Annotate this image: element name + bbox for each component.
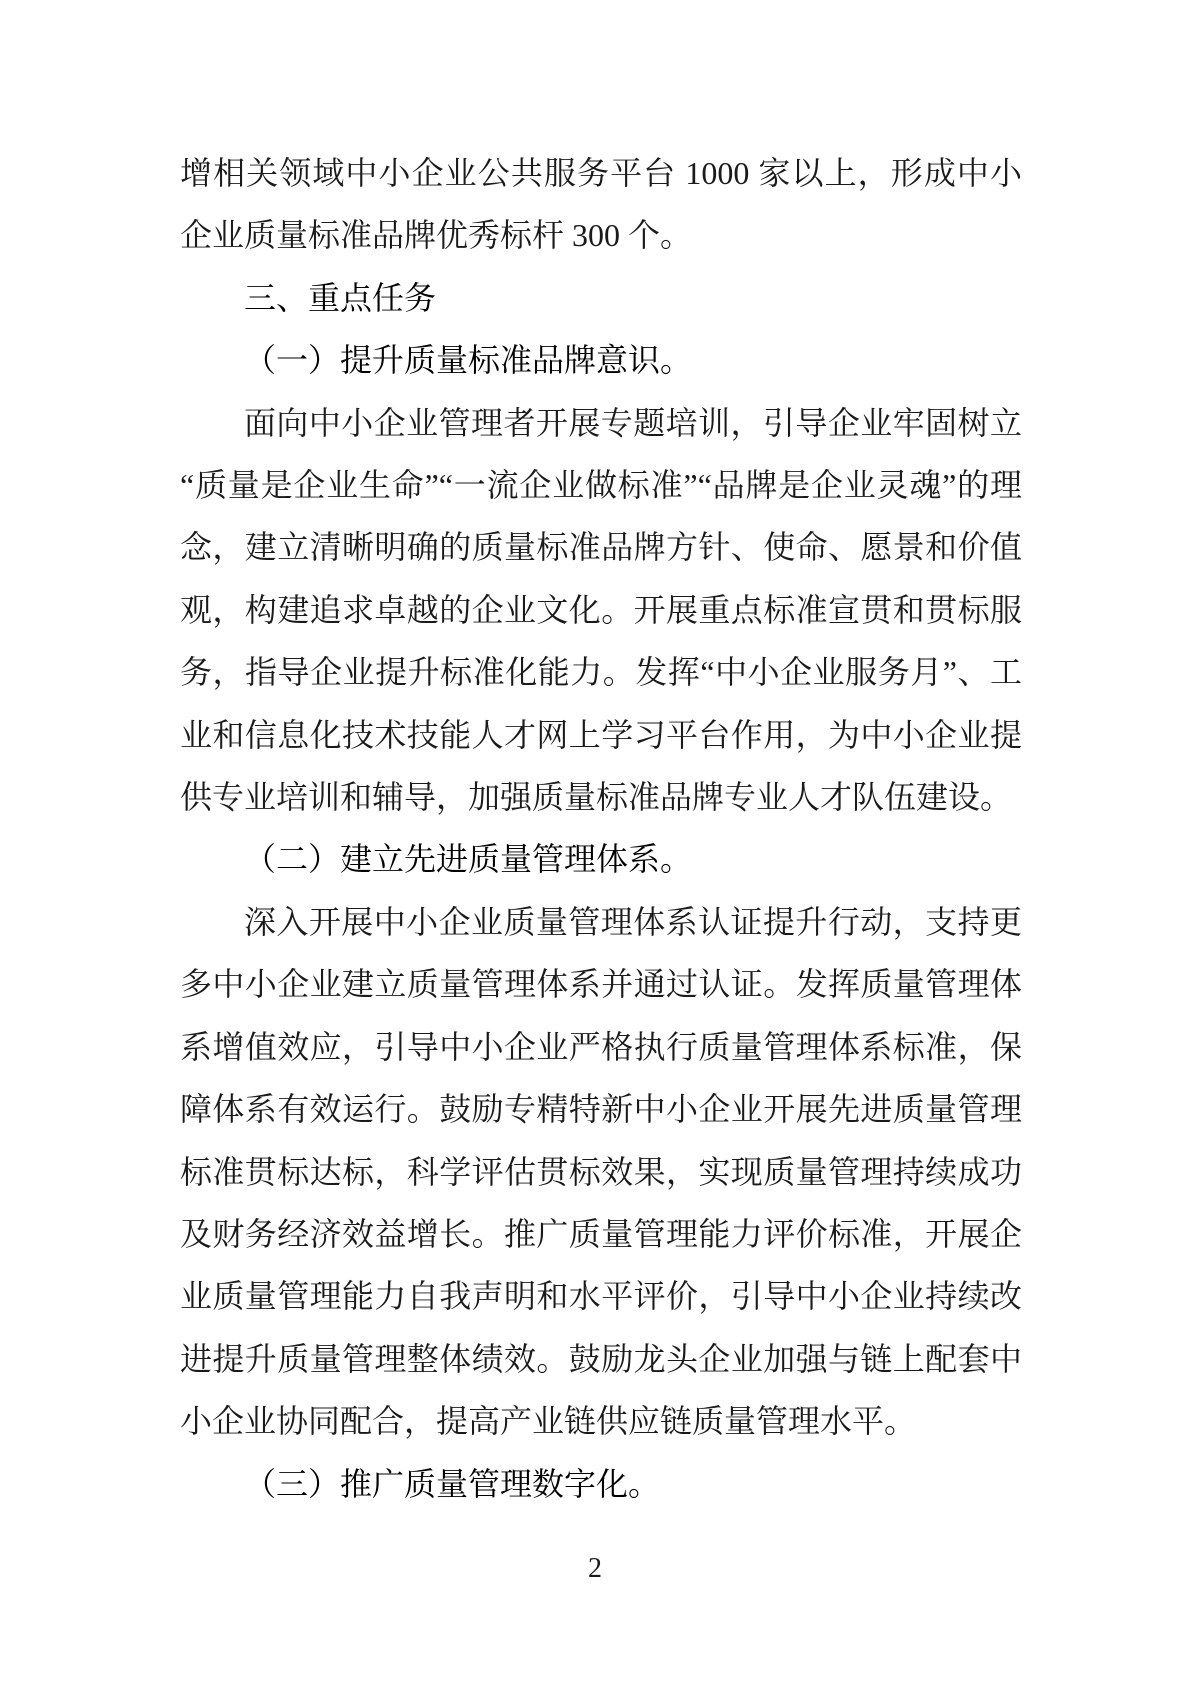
subsection-heading-3-quality-digitalization: （三）推广质量管理数字化。 <box>244 1465 661 1502</box>
page-number: 2 <box>588 1553 602 1584</box>
paragraph-1-brand-awareness: 面向中小企业管理者开展专题培训，引导企业牢固树立“质量是企业生命”“一流企业做标准”“品牌是企业灵魂”的理念，建立清晰明确的质量标准品牌方针、使命、愿景和价值观，构建追求卓越的企业文化。开展重点标准宣贯和贯标服务，指导企业提升标准化能力。发挥“中小企业服务月”、工业和信息化技术技能人才网上学习平台作用，为中小企业提供专业培训和辅导，加强质量标准品牌专业人才队伍建设。 <box>180 404 1022 816</box>
section-heading-key-tasks: 三、重点任务 <box>244 279 437 316</box>
subsection-heading-2-quality-management-system: （二）建立先进质量管理体系。 <box>244 841 693 878</box>
paragraph-continuation: 增相关领域中小企业公共服务平台 1000 家以上，形成中小企业质量标准品牌优秀标杆 300 个。 <box>180 155 1022 254</box>
document-body <box>180 142 1022 1515</box>
subsection-heading-1-brand-awareness: （一）提升质量标准品牌意识。 <box>244 342 693 379</box>
paragraph-2-quality-management-system: 深入开展中小企业质量管理体系认证提升行动，支持更多中小企业建立质量管理体系并通过认证。发挥质量管理体系增值效应，引导中小企业严格执行质量管理体系标准，保障体系有效运行。鼓励专精特新中小企业开展先进质量管理标准贯标达标，科学评估贯标效果，实现质量管理持续成功及财务经济效益增长。推广质量管理能力评价标准，开展企业质量管理能力自我声明和水平评价，引导中小企业持续改进提升质量管理整体绩效。鼓励龙头企业加强与链上配套中小企业协同配合，提高产业链供应链质量管理水平。 <box>180 903 1022 1440</box>
